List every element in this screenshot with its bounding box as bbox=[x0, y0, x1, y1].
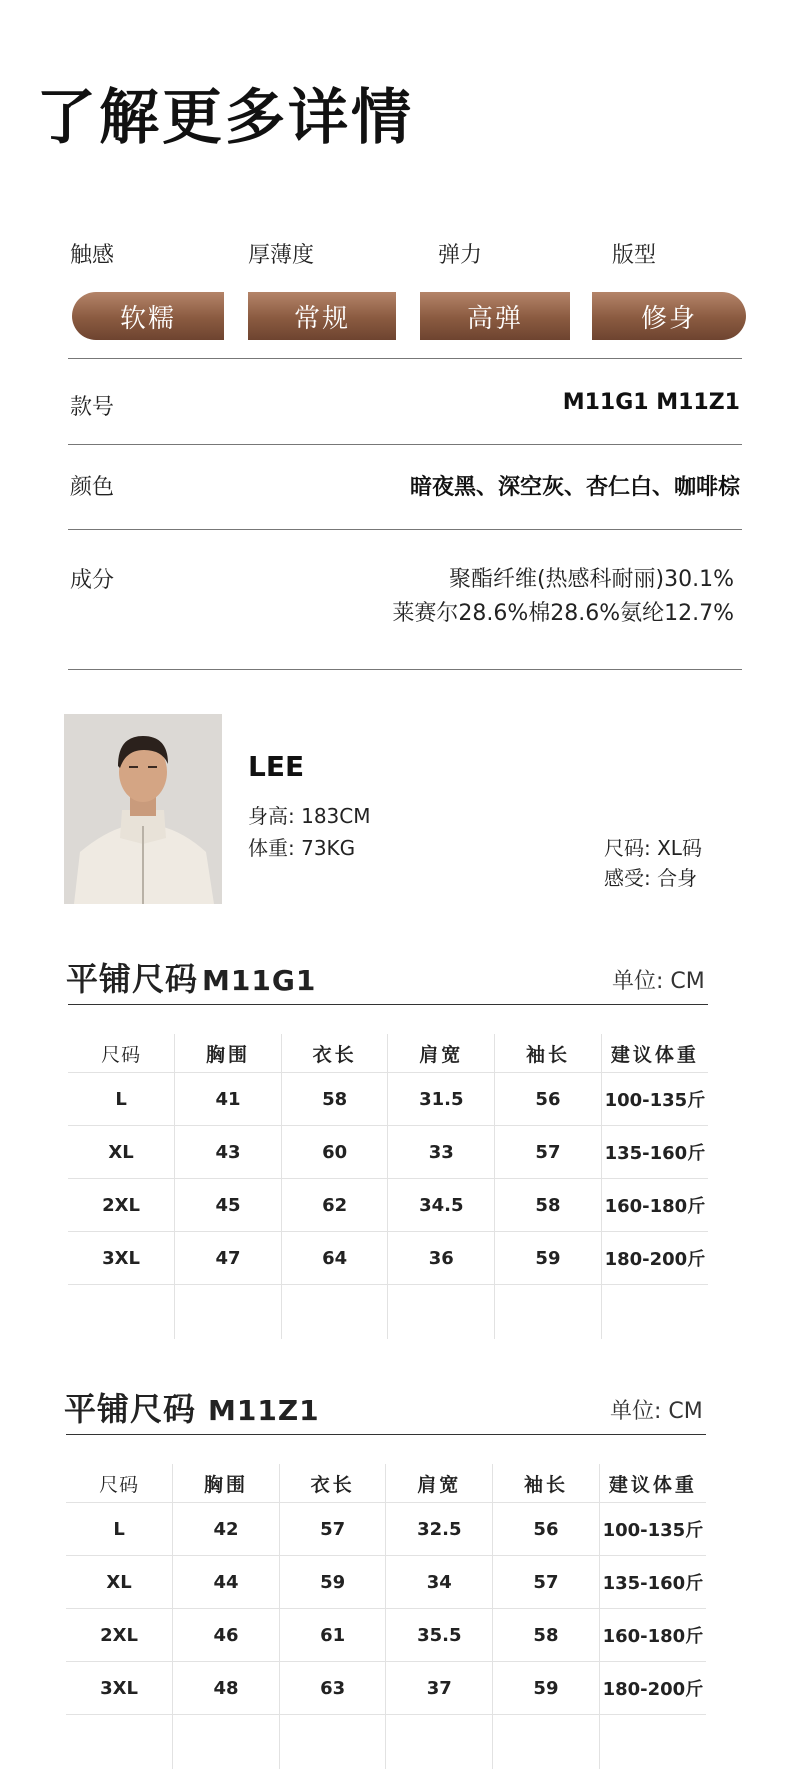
model-height: 身高: 183CM bbox=[248, 804, 371, 828]
table-cell: 3XL bbox=[66, 1662, 173, 1715]
table-cell: 34.5 bbox=[388, 1179, 495, 1232]
table-row bbox=[66, 1556, 706, 1609]
style-number-value: M11G1 M11Z1 bbox=[562, 390, 740, 415]
header-chest: 胸围 bbox=[173, 1464, 280, 1503]
color-label: 颜色 bbox=[70, 475, 115, 500]
header-length: 衣长 bbox=[279, 1464, 386, 1503]
table-cell: 47 bbox=[175, 1232, 282, 1285]
table-cell: 61 bbox=[279, 1609, 386, 1662]
composition-line-1: 聚酯纤维(热感科耐丽)30.1% bbox=[448, 567, 734, 592]
table-cell: 100-135斤 bbox=[601, 1073, 708, 1126]
feature-value-touch: 软糯 bbox=[72, 292, 224, 340]
table-cell: 32.5 bbox=[386, 1503, 493, 1556]
table-cell: 135-160斤 bbox=[599, 1556, 706, 1609]
table-cell: 100-135斤 bbox=[599, 1503, 706, 1556]
header-weight: 建议体重 bbox=[601, 1034, 708, 1073]
header-shoulder: 肩宽 bbox=[386, 1464, 493, 1503]
model-size: 尺码: XL码 bbox=[604, 836, 702, 860]
feature-label-thickness: 厚薄度 bbox=[248, 243, 315, 268]
header-size: 尺码 bbox=[66, 1464, 173, 1503]
divider bbox=[66, 1434, 706, 1435]
size-section-title bbox=[66, 954, 316, 1000]
table-cell: 59 bbox=[493, 1662, 600, 1715]
table-row bbox=[68, 1179, 708, 1232]
size-section-title-text: 平铺尺码 bbox=[64, 1390, 197, 1428]
table-header-row bbox=[66, 1464, 706, 1503]
table-cell: 48 bbox=[173, 1662, 280, 1715]
divider bbox=[68, 669, 742, 670]
model-feel: 感受: 合身 bbox=[604, 866, 698, 890]
composition-value bbox=[392, 563, 734, 631]
header-weight: 建议体重 bbox=[599, 1464, 706, 1503]
table-cell: 2XL bbox=[66, 1609, 173, 1662]
table-cell: 59 bbox=[279, 1556, 386, 1609]
feature-label-touch: 触感 bbox=[70, 243, 115, 268]
feature-value-fit: 修身 bbox=[592, 292, 746, 340]
table-cell: 180-200斤 bbox=[599, 1662, 706, 1715]
model-name: LEE bbox=[248, 750, 305, 783]
header-sleeve: 袖长 bbox=[495, 1034, 602, 1073]
model-photo bbox=[64, 714, 222, 904]
table-cell: 42 bbox=[173, 1503, 280, 1556]
feature-label-elasticity: 弹力 bbox=[438, 243, 483, 268]
header-size: 尺码 bbox=[68, 1034, 175, 1073]
header-chest: 胸围 bbox=[175, 1034, 282, 1073]
table-row bbox=[68, 1073, 708, 1126]
table-cell: 37 bbox=[386, 1662, 493, 1715]
table-cell: 63 bbox=[279, 1662, 386, 1715]
table-cell: 57 bbox=[493, 1556, 600, 1609]
table-cell: 62 bbox=[281, 1179, 388, 1232]
unit-label: 单位: CM bbox=[612, 969, 705, 994]
feature-label-fit: 版型 bbox=[612, 243, 657, 268]
table-cell: L bbox=[66, 1503, 173, 1556]
table-header-row bbox=[68, 1034, 708, 1073]
size-table-m11z1 bbox=[66, 1464, 706, 1769]
style-number-label: 款号 bbox=[70, 395, 115, 420]
table-cell: 57 bbox=[279, 1503, 386, 1556]
table-cell: 43 bbox=[175, 1126, 282, 1179]
size-table-m11g1 bbox=[68, 1034, 708, 1339]
table-cell: 46 bbox=[173, 1609, 280, 1662]
table-cell: 33 bbox=[388, 1126, 495, 1179]
table-cell: 160-180斤 bbox=[601, 1179, 708, 1232]
model-weight: 体重: 73KG bbox=[248, 836, 356, 860]
feature-value-elasticity: 高弹 bbox=[420, 292, 570, 340]
table-cell: 135-160斤 bbox=[601, 1126, 708, 1179]
feature-value-thickness: 常规 bbox=[248, 292, 396, 340]
table-row bbox=[68, 1126, 708, 1179]
table-cell: XL bbox=[66, 1556, 173, 1609]
unit-label: 单位: CM bbox=[610, 1399, 703, 1424]
table-cell: 60 bbox=[281, 1126, 388, 1179]
table-cell: 2XL bbox=[68, 1179, 175, 1232]
table-cell: 58 bbox=[281, 1073, 388, 1126]
table-cell: 59 bbox=[495, 1232, 602, 1285]
table-row bbox=[68, 1232, 708, 1285]
size-section-title-text: 平铺尺码 bbox=[66, 960, 199, 998]
divider bbox=[68, 444, 742, 445]
table-row bbox=[66, 1609, 706, 1662]
table-cell: 41 bbox=[175, 1073, 282, 1126]
table-cell: 58 bbox=[493, 1609, 600, 1662]
table-cell: 56 bbox=[495, 1073, 602, 1126]
size-section-title bbox=[64, 1384, 320, 1430]
composition-label: 成分 bbox=[70, 568, 115, 593]
table-cell: 160-180斤 bbox=[599, 1609, 706, 1662]
table-cell: 56 bbox=[493, 1503, 600, 1556]
size-section-code: M11G1 bbox=[202, 964, 317, 997]
table-cell: 44 bbox=[173, 1556, 280, 1609]
table-row-empty bbox=[68, 1285, 708, 1340]
color-value: 暗夜黑、深空灰、杏仁白、咖啡棕 bbox=[409, 475, 740, 500]
header-shoulder: 肩宽 bbox=[388, 1034, 495, 1073]
table-row bbox=[66, 1503, 706, 1556]
table-cell: L bbox=[68, 1073, 175, 1126]
table-cell: 31.5 bbox=[388, 1073, 495, 1126]
divider bbox=[68, 358, 742, 359]
table-row-empty bbox=[66, 1715, 706, 1770]
table-cell: 35.5 bbox=[386, 1609, 493, 1662]
divider bbox=[68, 1004, 708, 1005]
size-section-code: M11Z1 bbox=[208, 1394, 320, 1427]
table-cell: 64 bbox=[281, 1232, 388, 1285]
table-cell: 57 bbox=[495, 1126, 602, 1179]
header-length: 衣长 bbox=[281, 1034, 388, 1073]
page-title: 了解更多详情 bbox=[36, 83, 414, 153]
table-cell: 180-200斤 bbox=[601, 1232, 708, 1285]
table-cell: 58 bbox=[495, 1179, 602, 1232]
table-cell: 36 bbox=[388, 1232, 495, 1285]
table-cell: XL bbox=[68, 1126, 175, 1179]
table-cell: 34 bbox=[386, 1556, 493, 1609]
table-cell: 45 bbox=[175, 1179, 282, 1232]
table-cell: 3XL bbox=[68, 1232, 175, 1285]
header-sleeve: 袖长 bbox=[493, 1464, 600, 1503]
table-row bbox=[66, 1662, 706, 1715]
divider bbox=[68, 529, 742, 530]
composition-line-2: 莱赛尔28.6%棉28.6%氨纶12.7% bbox=[392, 601, 734, 626]
